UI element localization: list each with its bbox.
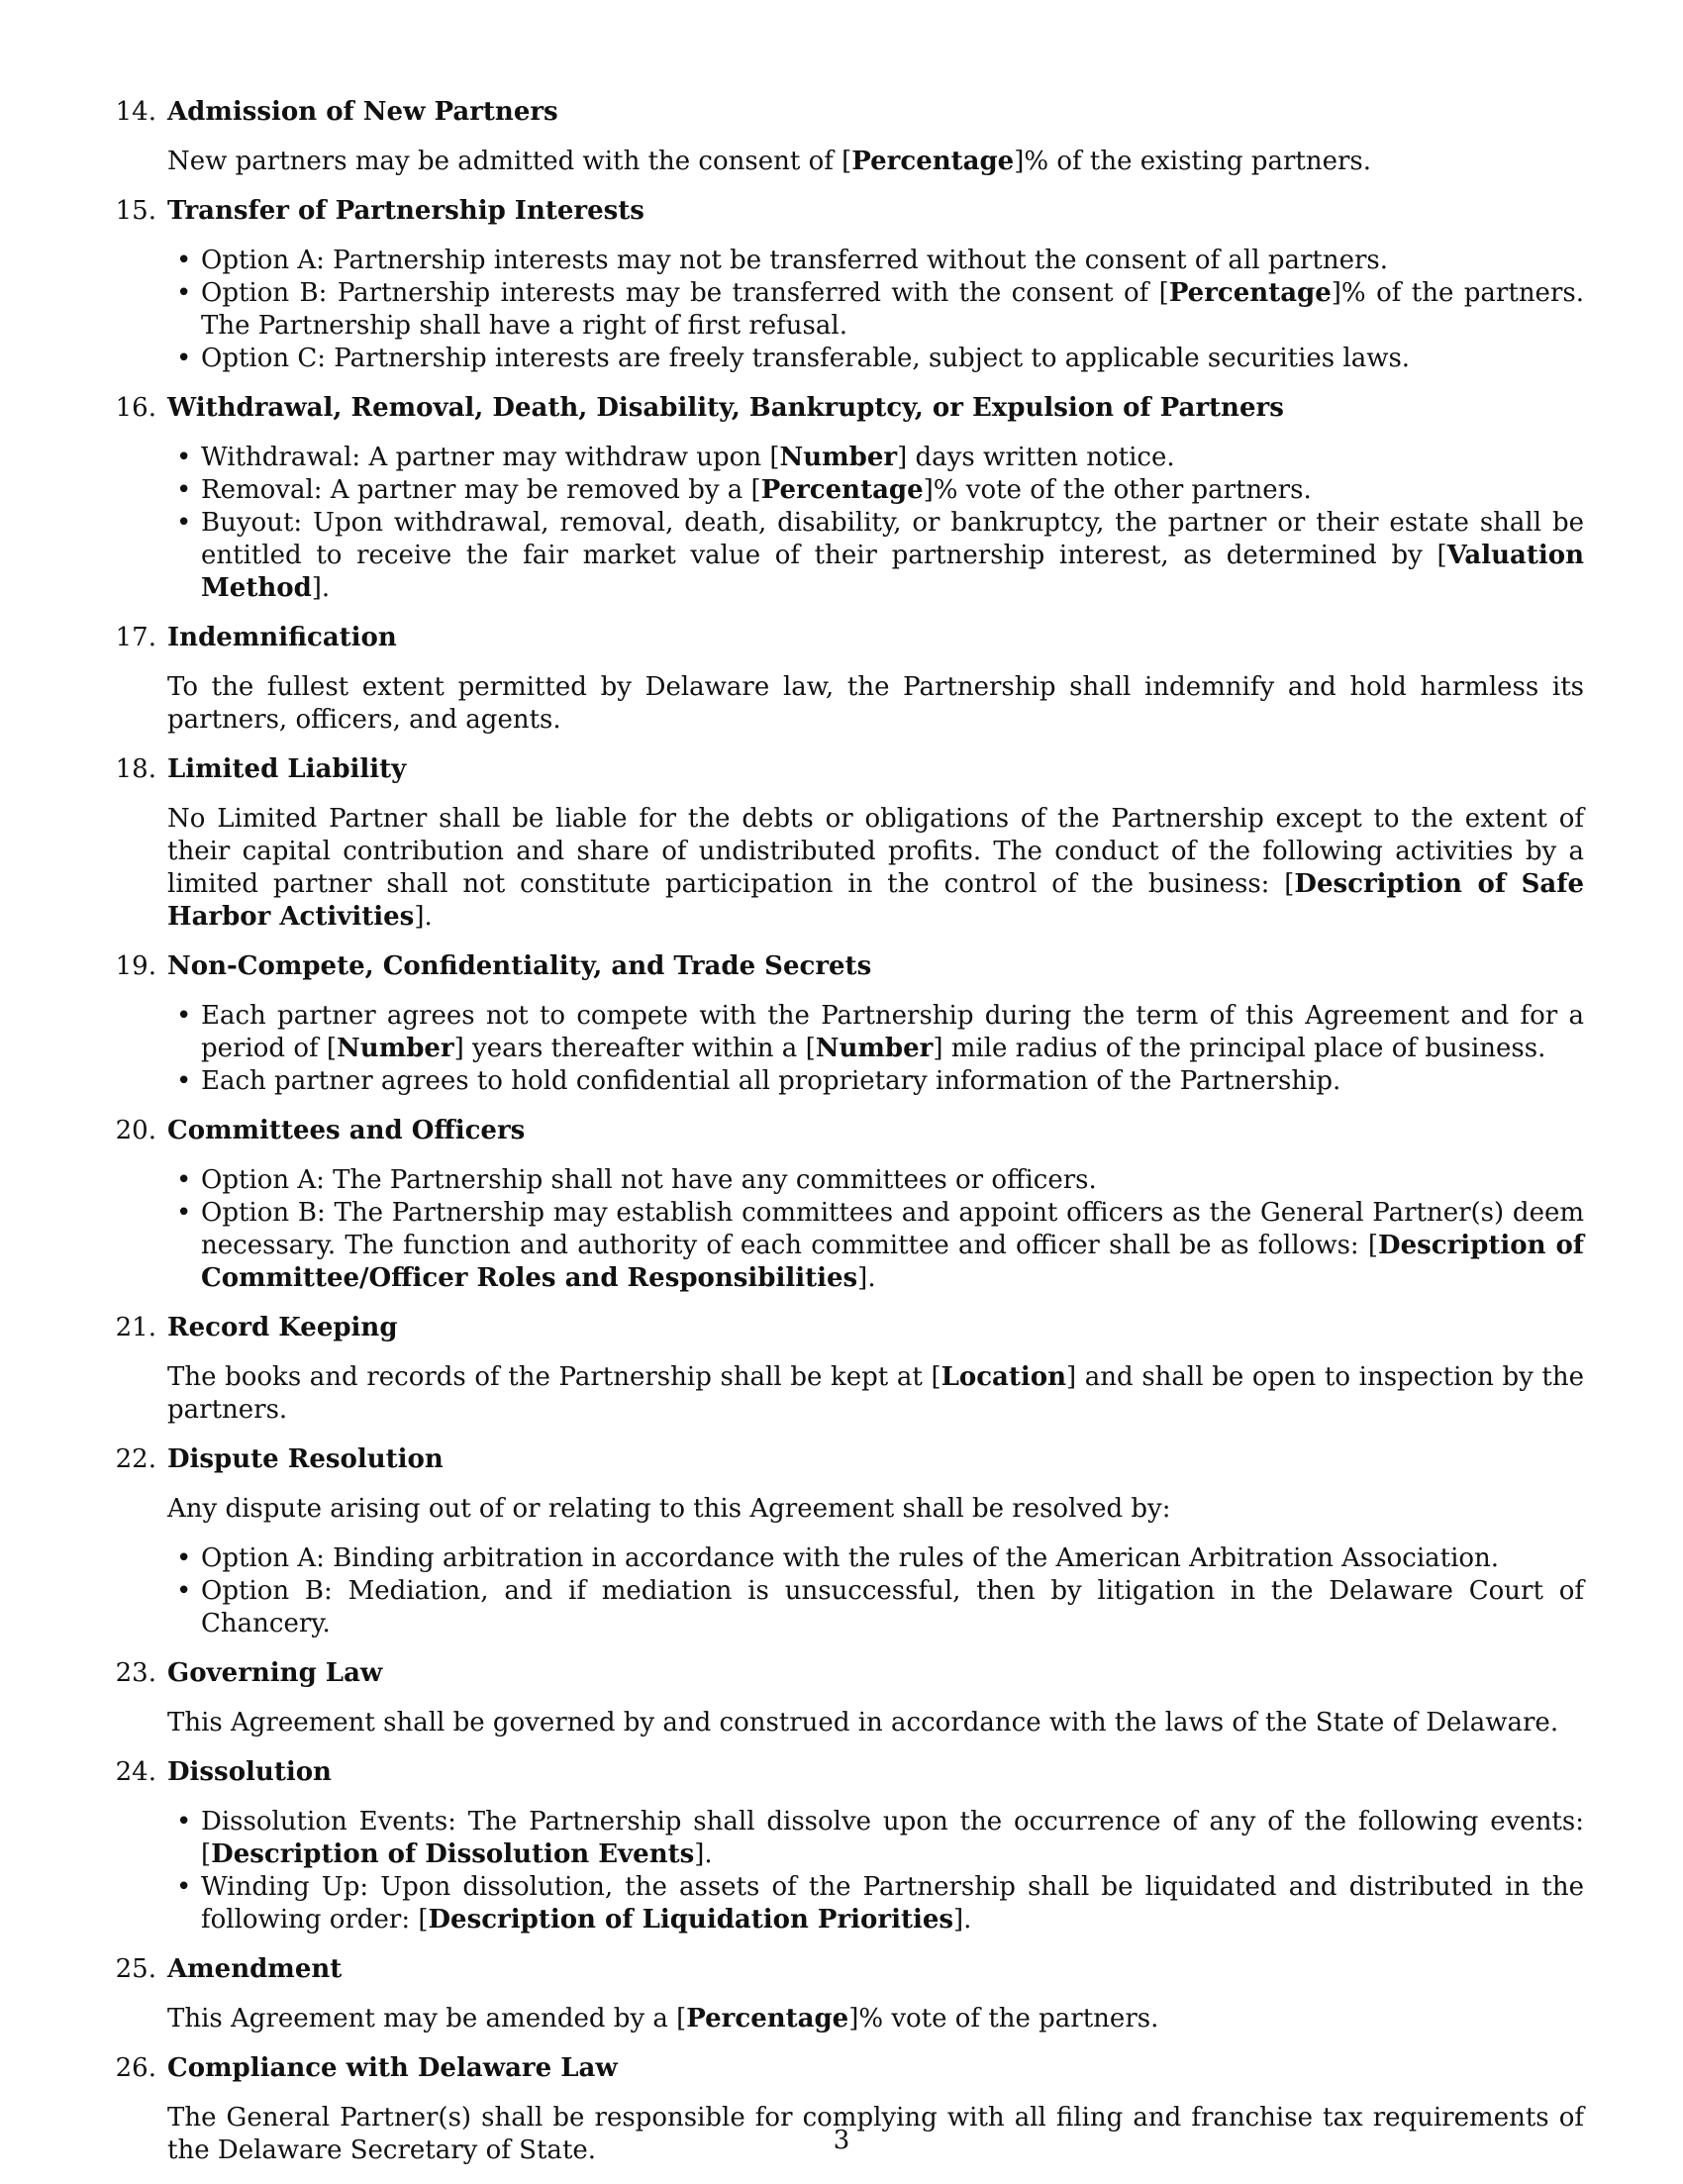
section-paragraph [167,146,1584,178]
text-run: Winding Up: Upon dissolution, the assets of the Partnership shall be liquidated and distributed in the following order: [ [201,1872,1584,1935]
page-number: 3 [833,2126,850,2155]
text-run: To the fullest extent permitted by Delaware law, the Partnership shall indemnify and hold harmless its partners, officers, and agents. [167,672,1584,735]
section-amendment [111,1953,1584,2035]
list-item [167,1065,1584,1098]
text-run: Each partner agrees not to compete with the Partnership during the term of this Agreement and for a period of [ [201,1001,1584,1063]
text-run: ]. [311,573,331,603]
list-item [167,1871,1584,1936]
section-title: Dispute Resolution [167,1444,444,1474]
section-paragraph [167,803,1584,934]
placeholder-field: Number [815,1034,934,1063]
section-number: 24. [115,1757,156,1787]
text-run: ]% of the existing partners. [1014,147,1372,176]
section-title: Amendment [167,1954,343,1984]
text-run: The books and records of the Partnership shall be kept at [ [167,1362,941,1392]
text-run: ] days written notice. [897,443,1175,472]
list-item [167,245,1584,277]
list-item [167,1000,1584,1065]
section-paragraph [167,1707,1584,1739]
section-title: Transfer of Partnership Interests [167,196,644,226]
placeholder-field: Percentage [851,147,1015,176]
placeholder-field: Location [940,1362,1067,1392]
section-paragraph [167,671,1584,737]
section-committees-and-officers [111,1115,1584,1295]
text-run: ]. [953,1905,972,1935]
list-item [167,277,1584,343]
text-run: Removal: A partner may be removed by a [ [201,475,761,505]
section-number: 23. [115,1658,156,1688]
placeholder-field: Percentage [1168,278,1332,308]
section-number: 26. [115,2053,156,2083]
text-run: This Agreement shall be governed by and construed in accordance with the laws of the State of Delaware. [167,1708,1559,1737]
section-indemnification [111,622,1584,737]
text-run: ] years thereafter within a [ [453,1034,816,1063]
section-title: Indemnification [167,623,397,652]
section-title: Compliance with Delaware Law [167,2053,618,2083]
text-run: Buyout: Upon withdrawal, removal, death, disability, or bankruptcy, the partner or their estate shall be entitled to receive the fair market value of their partnership interest, as determined by [ [201,508,1584,570]
section-title: Record Keeping [167,1313,398,1342]
text-run: ]% vote of the partners. [848,2004,1159,2034]
section-number: 16. [115,393,156,423]
placeholder-field: Description of Liquidation Priorities [428,1905,954,1935]
text-run: The General Partner(s) shall be responsible for complying with all filing and franchise tax requirements of the Delaware Secretary of State. [167,2103,1584,2165]
text-run: New partners may be admitted with the consent of [ [167,147,852,176]
placeholder-field: Number [779,443,898,472]
list-item [167,1197,1584,1295]
section-transfer-of-partnership-interests [111,195,1584,375]
list-item [167,474,1584,507]
text-run: ]. [414,902,433,932]
placeholder-field: Description of Committee/Officer Roles and Responsibilities [201,1231,1584,1293]
section-title: Withdrawal, Removal, Death, Disability, Bankruptcy, or Expulsion of Partners [167,393,1284,423]
text-run: Any dispute arising out of or relating to this Agreement shall be resolved by: [167,1494,1171,1524]
section-number: 14. [115,97,156,127]
text-run: ]. [694,1839,713,1869]
section-dispute-resolution [111,1443,1584,1640]
text-run: Option A: Binding arbitration in accordance with the rules of the American Arbitration Association. [201,1543,1500,1573]
list-item [167,1806,1584,1871]
section-number: 19. [115,951,156,981]
list-item [167,507,1584,605]
section-number: 21. [115,1313,156,1342]
text-run: ]% vote of the other partners. [923,475,1312,505]
text-run: Option B: Partnership interests may be transferred with the consent of [ [201,278,1169,308]
section-number: 22. [115,1444,156,1474]
text-run: Option B: Mediation, and if mediation is unsuccessful, then by litigation in the Delaware Court of Chancery. [201,1576,1584,1638]
section-number: 15. [115,196,156,226]
text-run: ] mile radius of the principal place of business. [933,1034,1546,1063]
text-run: Option A: Partnership interests may not be transferred without the consent of all partners. [201,246,1389,275]
section-title: Committees and Officers [167,1116,526,1145]
section-number: 18. [115,754,156,784]
section-title: Governing Law [167,1658,383,1688]
placeholder-field: Percentage [760,475,924,505]
placeholder-field: Description of Safe Harbor Activities [167,869,1584,932]
section-withdrawal-removal-death-disability-bankruptcy-or-expulsion-of-partners [111,392,1584,605]
text-run: This Agreement may be amended by a [ [167,2004,687,2034]
placeholder-field: Valuation Method [201,541,1584,603]
section-governing-law [111,1657,1584,1739]
text-run: Each partner agrees to hold confidential all proprietary information of the Partnership. [201,1066,1341,1096]
text-run: Dissolution Events: The Partnership shall dissolve upon the occurrence of any of the following events: [ [201,1807,1584,1869]
text-run: Option A: The Partnership shall not have any committees or officers. [201,1165,1097,1195]
section-non-compete-confidentiality-and-trade-secrets [111,950,1584,1098]
section-record-keeping [111,1312,1584,1427]
section-limited-liability [111,753,1584,934]
section-dissolution [111,1756,1584,1936]
section-number: 17. [115,623,156,652]
placeholder-field: Number [337,1034,454,1063]
section-paragraph [167,1493,1584,1526]
list-item [167,1164,1584,1197]
bullet-list [167,1806,1584,1936]
bullet-list [167,245,1584,375]
list-item [167,1575,1584,1640]
section-title: Non-Compete, Confidentiality, and Trade Secrets [167,951,872,981]
bullet-list [167,1000,1584,1098]
placeholder-field: Percentage [686,2004,849,2034]
section-title: Dissolution [167,1757,332,1787]
text-run: Withdrawal: A partner may withdraw upon [ [201,443,780,472]
section-title: Admission of New Partners [167,97,558,127]
text-run: ] and shall be open to inspection by the partners. [167,1362,1584,1425]
list-item [167,1542,1584,1575]
section-paragraph [167,1361,1584,1427]
bullet-list [167,1164,1584,1295]
text-run: Option B: The Partnership may establish committees and appoint officers as the General Partner(s) deem necessary. The function and authority of each committee and officer shall be as follows: [ [201,1198,1584,1260]
text-run: ]. [857,1263,876,1293]
text-run: Option C: Partnership interests are freely transferable, subject to applicable securities laws. [201,344,1411,373]
list-item [167,442,1584,474]
text-run: ]% of the partners. The Partnership shall have a right of first refusal. [201,278,1584,341]
list-item [167,343,1584,375]
section-number: 25. [115,1954,156,1984]
section-admission-of-new-partners [111,96,1584,178]
bullet-list [167,1542,1584,1640]
section-paragraph [167,2003,1584,2035]
section-title: Limited Liability [167,754,407,784]
document-page [111,96,1584,2184]
placeholder-field: Description of Dissolution Events [211,1839,695,1869]
bullet-list [167,442,1584,605]
text-run: No Limited Partner shall be liable for the debts or obligations of the Partnership except to the extent of their capital contribution and share of undistributed profits. The conduct of the following activities by a limited partner shall not constitute participation in the control of the business: [ [167,804,1584,899]
section-number: 20. [115,1116,156,1145]
